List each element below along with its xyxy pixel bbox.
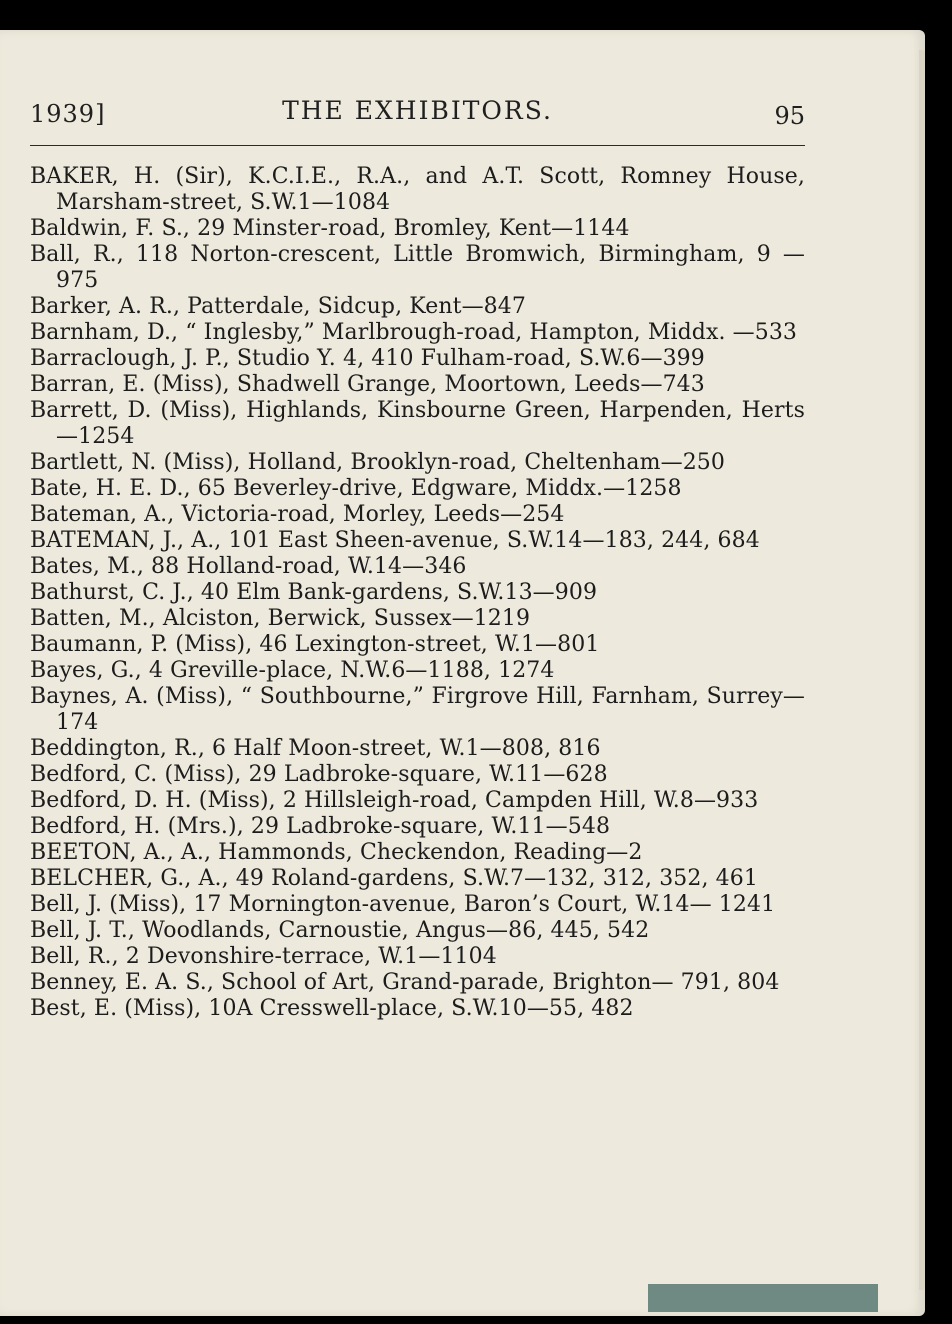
header-year: 1939] — [30, 100, 106, 128]
list-item: Barran, E. (Miss), Shadwell Grange, Moortown, Leeds—743 — [30, 372, 705, 397]
list-item: Bedford, C. (Miss), 29 Ladbroke-square, W.11—628 — [30, 762, 608, 787]
list-item: Best, E. (Miss), 10A Cresswell-place, S.W.10—55, 482 — [30, 996, 634, 1021]
header-title: THE EXHIBITORS. — [282, 96, 553, 125]
page-number: 95 — [774, 102, 805, 130]
list-item: Bayes, G., 4 Greville-place, N.W.6—1188, 1274 — [30, 658, 555, 683]
list-item: Baumann, P. (Miss), 46 Lexington-street, W.1—801 — [30, 632, 600, 657]
list-item: Benney, E. A. S., School of Art, Grand-parade, Brighton— 791, 804 — [30, 970, 780, 995]
list-item: Bateman, A., Victoria-road, Morley, Leeds—254 — [30, 502, 565, 527]
list-item: Batten, M., Alciston, Berwick, Sussex—1219 — [30, 606, 531, 631]
list-item: Beddington, R., 6 Half Moon-street, W.1—808, 816 — [30, 736, 601, 761]
list-item: Baldwin, F. S., 29 Minster-road, Bromley, Kent—1144 — [30, 216, 630, 241]
list-item: BELCHER, G., A., 49 Roland-gardens, S.W.7—132, 312, 352, 461 — [30, 866, 758, 891]
list-item: Bell, J. (Miss), 17 Mornington-avenue, Baron’s Court, W.14— 1241 — [30, 892, 776, 917]
header-rule — [30, 145, 805, 146]
bookmark-strip — [648, 1284, 878, 1312]
running-header — [30, 96, 805, 132]
list-item: Bell, R., 2 Devonshire-terrace, W.1—1104 — [30, 944, 497, 969]
list-item: Bartlett, N. (Miss), Holland, Brooklyn-road, Cheltenham—250 — [30, 450, 725, 475]
list-item: BEETON, A., A., Hammonds, Checkendon, Reading—2 — [30, 840, 643, 865]
list-item: Barraclough, J. P., Studio Y. 4, 410 Fulham-road, S.W.6—399 — [30, 346, 705, 371]
list-item: Bedford, H. (Mrs.), 29 Ladbroke-square, W.11—548 — [30, 814, 611, 839]
list-item: BAKER, H. (Sir), K.C.I.E., R.A., and A.T. Scott, Romney House, Marsham-street, S.W.1—1084 — [30, 164, 805, 215]
list-item: Barker, A. R., Patterdale, Sidcup, Kent—847 — [30, 294, 526, 319]
list-item: Baynes, A. (Miss), “ Southbourne,” Firgrove Hill, Farnham, Surrey—174 — [30, 684, 805, 735]
page-edge — [919, 50, 925, 1290]
list-item: Bedford, D. H. (Miss), 2 Hillsleigh-road, Campden Hill, W.8—933 — [30, 788, 759, 813]
list-item: Bate, H. E. D., 65 Beverley-drive, Edgware, Middx.—1258 — [30, 476, 682, 501]
exhibitor-list — [30, 164, 805, 1022]
list-item: Bates, M., 88 Holland-road, W.14—346 — [30, 554, 467, 579]
list-item: Bathurst, C. J., 40 Elm Bank-gardens, S.W.13—909 — [30, 580, 598, 605]
list-item: BATEMAN, J., A., 101 East Sheen-avenue, S.W.14—183, 244, 684 — [30, 528, 760, 553]
list-item: Bell, J. T., Woodlands, Carnoustie, Angus—86, 445, 542 — [30, 918, 650, 943]
list-item: Barnham, D., “ Inglesby,” Marlbrough-road, Hampton, Middx. —533 — [30, 320, 798, 345]
list-item: Barrett, D. (Miss), Highlands, Kinsbourne Green, Harpenden, Herts—1254 — [30, 398, 805, 449]
list-item: Ball, R., 118 Norton-crescent, Little Bromwich, Birmingham, 9 —975 — [30, 242, 805, 293]
